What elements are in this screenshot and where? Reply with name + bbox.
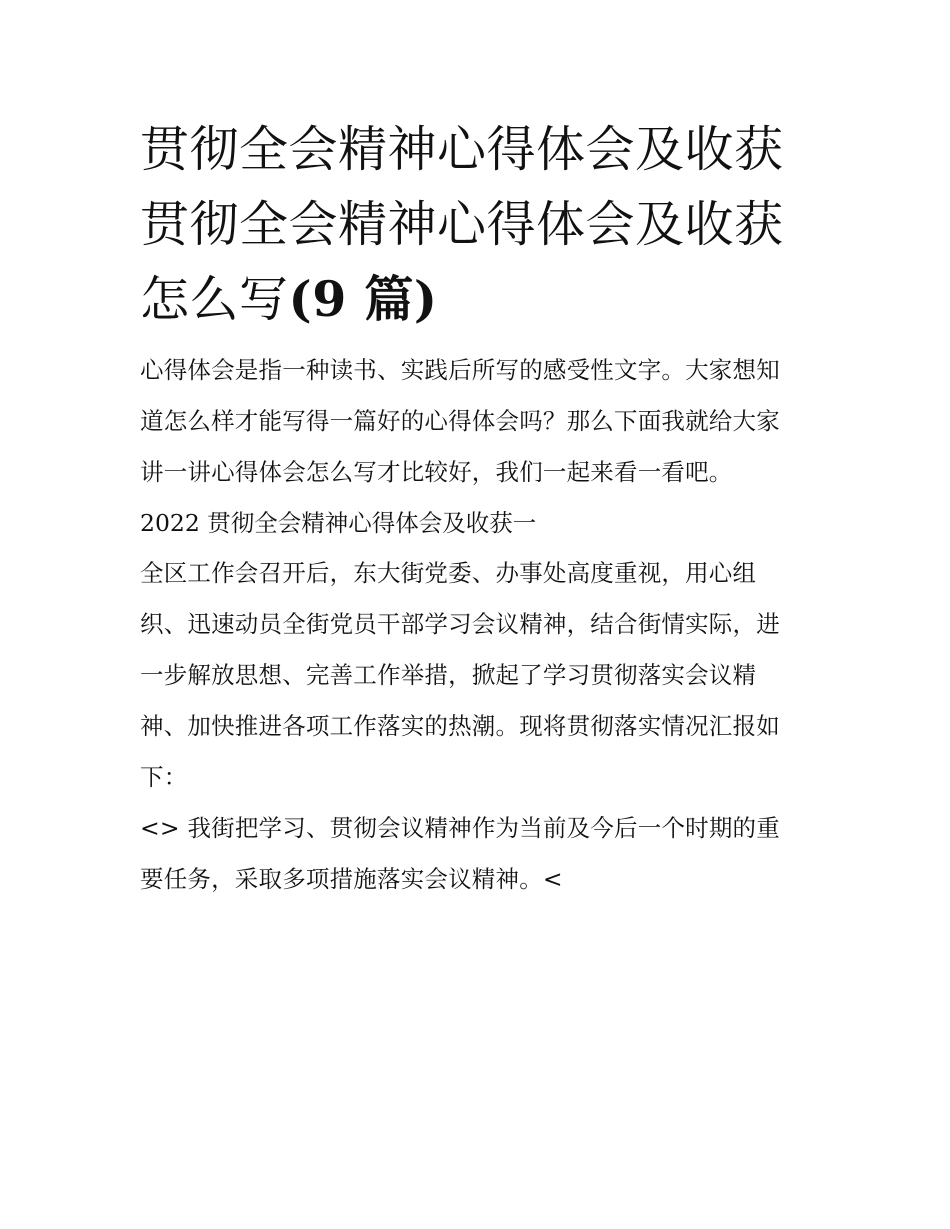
section-paragraph bbox=[140, 548, 820, 803]
document-body bbox=[140, 345, 820, 905]
section-line-3: 一步解放思想、完善工作举措，掀起了学习贯彻落实会议精 bbox=[140, 661, 757, 689]
title-line-2: 贯彻全会精神心得体会及收获 bbox=[140, 196, 784, 253]
document-content bbox=[140, 112, 820, 905]
title-suffix: (9 篇) bbox=[288, 270, 438, 328]
section-line-4: 神、加快推进各项工作落实的热潮。现将贯彻落实情况汇报如 bbox=[140, 712, 780, 740]
point-line-1: <> 我街把学习、贯彻会议精神作为当前及今后一个时期的重 bbox=[140, 814, 780, 842]
intro-line-2: 道怎么样才能写得一篇好的心得体会吗？那么下面我就给大家 bbox=[140, 407, 780, 435]
section-line-2: 织、迅速动员全街党员干部学习会议精神，结合街情实际，进 bbox=[140, 610, 780, 638]
intro-line-3: 讲一讲心得体会怎么写才比较好，我们一起来看一看吧。 bbox=[140, 458, 733, 486]
point-paragraph bbox=[140, 803, 820, 905]
intro-line-1: 心得体会是指一种读书、实践后所写的感受性文字。大家想知 bbox=[140, 356, 780, 384]
title-line-1: 贯彻全会精神心得体会及收获 bbox=[140, 121, 784, 178]
point-line-2: 要任务，采取多项措施落实会议精神。< bbox=[140, 865, 563, 893]
section-heading: 2022 贯彻全会精神心得体会及收获一 bbox=[140, 509, 537, 537]
title-line-3-text: 怎么写 bbox=[140, 271, 289, 328]
section-line-1: 全区工作会召开后，东大街党委、办事处高度重视，用心组 bbox=[140, 559, 757, 587]
document-title bbox=[140, 112, 820, 337]
title-line-3 bbox=[140, 262, 820, 337]
intro-paragraph bbox=[140, 345, 820, 498]
section-line-5: 下： bbox=[140, 763, 188, 791]
